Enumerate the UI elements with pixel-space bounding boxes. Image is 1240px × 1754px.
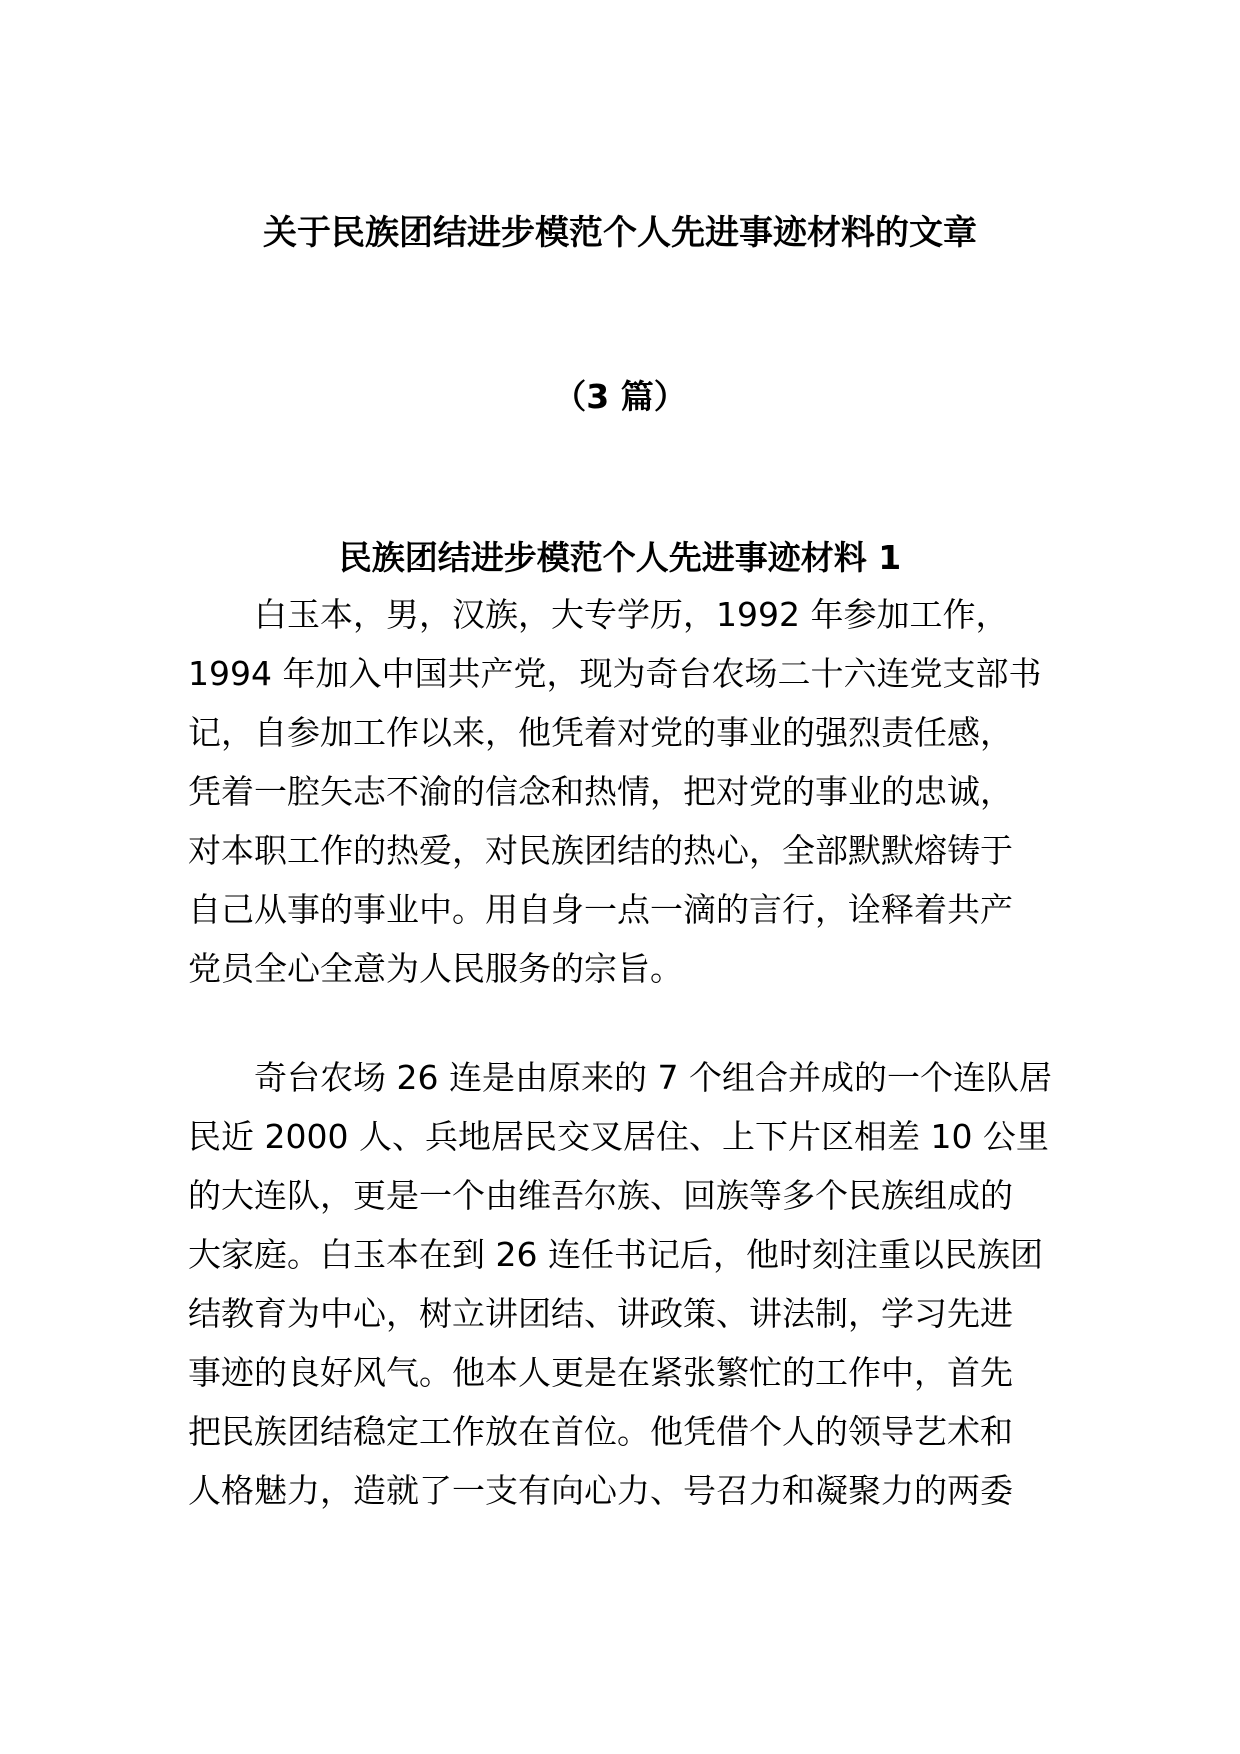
- paragraph-line: 自己从事的事业中。用自身一点一滴的言行，诠释着共产: [188, 890, 1013, 929]
- paragraph-line: 白玉本，男，汉族，大专学历，1992 年参加工作，: [254, 595, 1009, 634]
- paragraph-line: 对本职工作的热爱，对民族团结的热心，全部默默熔铸于: [188, 831, 1013, 870]
- paragraph-line: 人格魅力，造就了一支有向心力、号召力和凝聚力的两委: [188, 1471, 1013, 1510]
- paragraph-line: 事迹的良好风气。他本人更是在紧张繁忙的工作中，首先: [188, 1353, 1013, 1392]
- paragraph-line: 结教育为中心，树立讲团结、讲政策、讲法制，学习先进: [188, 1294, 1013, 1333]
- paragraph-line: 奇台农场 26 连是由原来的 7 个组合并成的一个连队居: [254, 1058, 1052, 1097]
- paragraph-line: 民近 2000 人、兵地居民交叉居住、上下片区相差 10 公里: [188, 1117, 1049, 1156]
- paragraph-line: 记，自参加工作以来，他凭着对党的事业的强烈责任感，: [188, 713, 1013, 752]
- paragraph-line: 的大连队，更是一个由维吾尔族、回族等多个民族组成的: [188, 1176, 1013, 1215]
- section-heading: 民族团结进步模范个人先进事迹材料 1: [338, 538, 902, 577]
- paragraph-line: 党员全心全意为人民服务的宗旨。: [188, 949, 683, 988]
- document-title: 关于民族团结进步模范个人先进事迹材料的文章: [263, 213, 977, 253]
- paragraph-line: 凭着一腔矢志不渝的信念和热情，把对党的事业的忠诚，: [188, 772, 1013, 811]
- paragraph-line: 把民族团结稳定工作放在首位。他凭借个人的领导艺术和: [188, 1412, 1013, 1451]
- paragraph-line: 大家庭。白玉本在到 26 连任书记后，他时刻注重以民族团: [188, 1235, 1043, 1274]
- document-subtitle: （3 篇）: [553, 377, 687, 416]
- paragraph-line: 1994 年加入中国共产党，现为奇台农场二十六连党支部书: [188, 654, 1042, 693]
